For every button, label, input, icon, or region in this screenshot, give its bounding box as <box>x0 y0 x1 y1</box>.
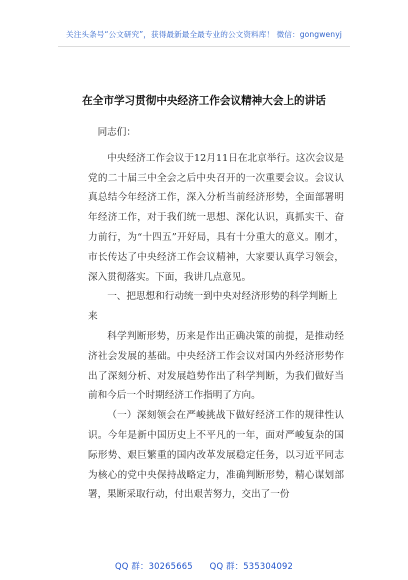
page-footer <box>0 560 408 572</box>
salutation: 同志们： <box>97 127 136 138</box>
footer-qq-group-2: QQ 群：535304092 <box>209 561 294 571</box>
document-title: 在全市学习贯彻中央经济工作会议精神大会上的讲话 <box>82 95 326 107</box>
page-header <box>0 0 408 62</box>
header-divider <box>58 46 350 47</box>
paragraph-subsection-1: （一）深刻领会在严峻挑战下做好经济工作的规律性认识。今年是新中国历史上不平凡的一年，面对严峻复杂的国际形势、艰巨繁重的国内改革发展稳定任务，以习近平同志为核心的党中央保持战略定力，准确判断形势，精心谋划部署，果断采取行动，付出艰苦努力，交出了一份 <box>88 410 344 501</box>
header-promo-text: 关注头条号“公文研究”，获得最新最全最专业的公文资料库！ 微信：gongwenyj <box>66 30 342 39</box>
section-heading-1: 一、把思想和行动统一到中央对经济形势的科学判断上来 <box>88 291 338 323</box>
paragraph-intro: 中央经济工作会议于12月11日在北京举行。这次会议是党的二十届三中全会之后中央召开的一次重要会议。会议认真总结今年经济工作，深入分析当前经济形势，全面部署明年经济工作，对于我们统一思想、深化认识，真抓实干、奋力前行，为“十四五”开好局，具有十分重大的意义。刚才，市长传达了中央经济工作会议精神，大家要认真学习领会，深入贯彻落实。下面，我讲几点意见。 <box>88 152 344 283</box>
footer-qq-group-1: QQ 群：30265665 <box>114 561 193 571</box>
paragraph-judgement: 科学判断形势，历来是作出正确决策的前提，是推动经济社会发展的基础。中央经济工作会议对国内外经济形势作出了深刻分析、对发展趋势作出了科学判断，为我们做好当前和今后一个时期经济工作指明了方向。 <box>88 330 344 402</box>
document-body <box>88 123 344 505</box>
